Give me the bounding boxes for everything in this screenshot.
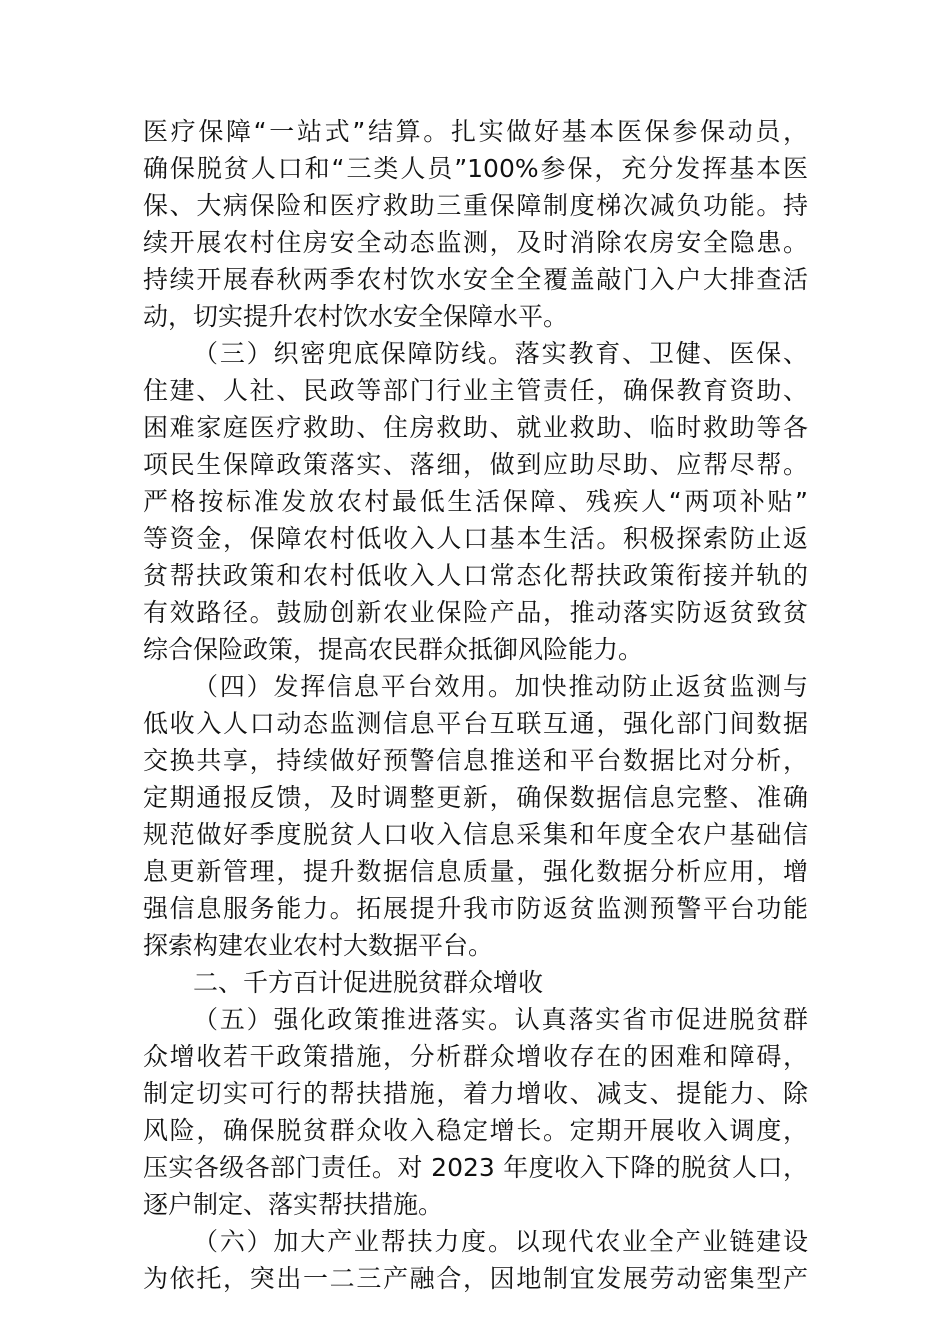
text-line: 息更新管理，提升数据信息质量，强化数据分析应用，增: [143, 857, 808, 886]
text-line: 困难家庭医疗救助、住房救助、就业救助、临时救助等各: [143, 413, 808, 442]
section-heading-6: （六）加大产业帮扶力度。以现代农业全产业链建设: [193, 1227, 808, 1256]
chapter-heading: 二、千方百计促进脱贫群众增收: [193, 968, 544, 997]
text-line: 有效路径。鼓励创新农业保险产品，推动落实防返贫致贫: [143, 598, 808, 627]
text-line: 交换共享，持续做好预警信息推送和平台数据比对分析，: [143, 746, 808, 775]
document-body: [143, 113, 808, 1297]
text-line: 定期通报反馈，及时调整更新，确保数据信息完整、准确: [143, 783, 808, 812]
text-line: 综合保险政策，提高农民群众抵御风险能力。: [143, 635, 644, 664]
text-line: 低收入人口动态监测信息平台互联互通，强化部门间数据: [143, 709, 808, 738]
text-line: 强信息服务能力。拓展提升我市防返贫监测预警平台功能: [143, 894, 808, 923]
text-line: 贫帮扶政策和农村低收入人口常态化帮扶政策衔接并轨的: [143, 561, 808, 590]
text-line: 续开展农村住房安全动态监测，及时消除农房安全隐患。: [143, 228, 808, 257]
text-line: 探索构建农业农村大数据平台。: [143, 931, 494, 960]
text-line: 严格按标准发放农村最低生活保障、残疾人“两项补贴”: [143, 487, 808, 516]
text-line: 等资金，保障农村低收入人口基本生活。积极探索防止返: [143, 524, 808, 553]
text-line: 医疗保障“一站式”结算。扎实做好基本医保参保动员，: [143, 117, 808, 146]
text-line: 众增收若干政策措施，分析群众增收存在的困难和障碍，: [143, 1042, 808, 1071]
text-line: 动，切实提升农村饮水安全保障水平。: [143, 302, 569, 331]
text-line: 规范做好季度脱贫人口收入信息采集和年度全农户基础信: [143, 820, 808, 849]
text-line: 确保脱贫人口和“三类人员”100%参保，充分发挥基本医: [143, 154, 808, 183]
text-line: 风险，确保脱贫群众收入稳定增长。定期开展收入调度，: [143, 1116, 808, 1145]
text-line: 压实各级各部门责任。对 2023 年度收入下降的脱贫人口，: [143, 1153, 808, 1182]
text-line: 逐户制定、落实帮扶措施。: [143, 1190, 444, 1219]
text-line: 为依托，突出一二三产融合，因地制宜发展劳动密集型产: [143, 1264, 808, 1293]
text-line: 制定切实可行的帮扶措施，着力增收、减支、提能力、除: [143, 1079, 808, 1108]
section-heading-5: （五）强化政策推进落实。认真落实省市促进脱贫群: [193, 1005, 808, 1034]
text-line: 项民生保障政策落实、落细，做到应助尽助、应帮尽帮。: [143, 450, 808, 479]
text-line: 住建、人社、民政等部门行业主管责任，确保教育资助、: [143, 376, 808, 405]
text-line: 保、大病保险和医疗救助三重保障制度梯次减负功能。持: [143, 191, 808, 220]
section-heading-3: （三）织密兜底保障防线。落实教育、卫健、医保、: [193, 339, 808, 368]
text-line: 持续开展春秋两季农村饮水安全全覆盖敲门入户大排查活: [143, 265, 808, 294]
section-heading-4: （四）发挥信息平台效用。加快推动防止返贫监测与: [193, 672, 808, 701]
